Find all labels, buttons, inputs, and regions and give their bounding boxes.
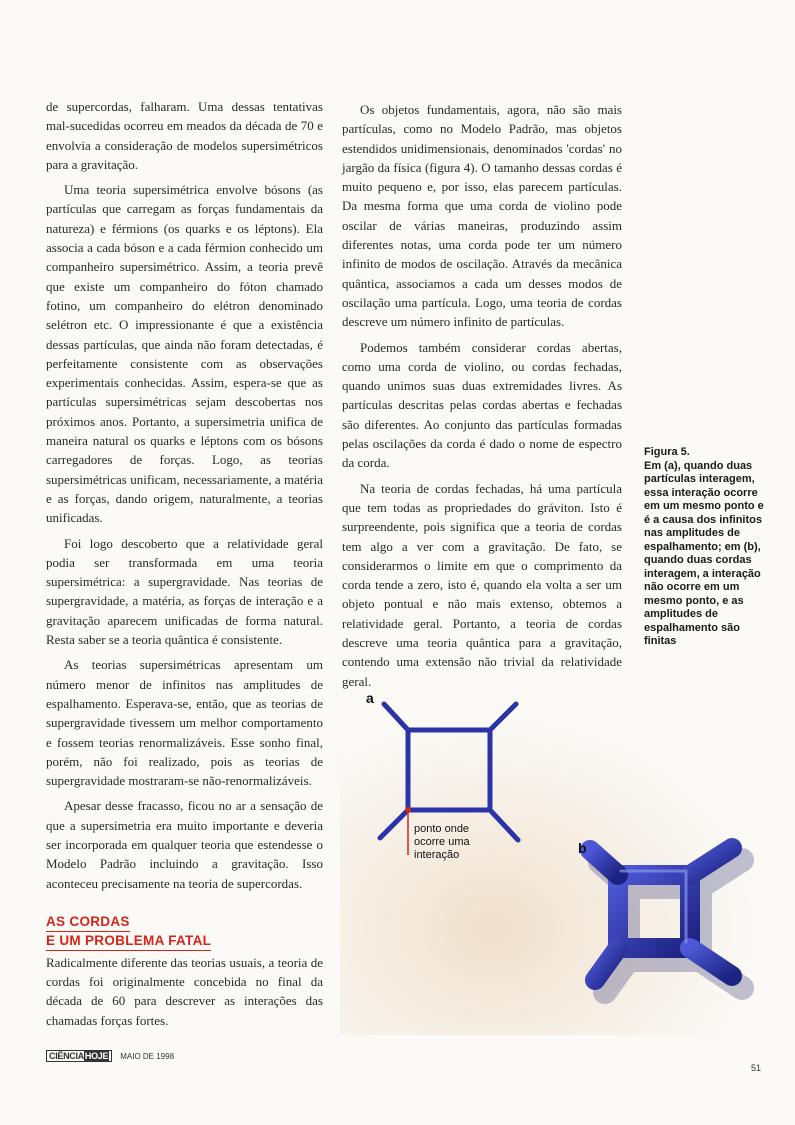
left-column <box>46 97 323 1030</box>
interaction-point-marker <box>405 807 411 813</box>
figure-label-b: b <box>578 840 587 856</box>
section-heading-line-1: AS CORDAS <box>46 913 130 932</box>
middle-column <box>342 100 622 691</box>
page-number: 51 <box>751 1063 762 1073</box>
paragraph: As teorias supersimétricas apresentam um número menor de infinitos nas amplitudes de espalhamento. Esperava-se, então, que as teorias de supergravidade tivessem um melhor comportamento e fossem teorias renormalizáveis. Esse sonho final, porém, não foi realizado, pois as teorias de supergravidade mostraram-se não-renormalizáveis. <box>46 657 323 789</box>
figure-caption <box>644 446 772 649</box>
interaction-label <box>414 823 470 862</box>
logo-part-2: HOJE <box>84 1051 109 1061</box>
interaction-label-line: interação <box>414 849 460 861</box>
caption-title: Figura 5. <box>644 446 690 458</box>
issue-date: MAIO DE 1998 <box>120 1051 175 1061</box>
magazine-logo <box>46 1050 112 1062</box>
interaction-label-line: ponto onde <box>414 823 470 835</box>
logo-part-1: CIÊNCIA <box>49 1051 84 1061</box>
caption-text: Em (a), quando duas partículas interagem, essa interação ocorre em um mesmo ponto e é a causa dos infinitos nas amplitudes de espalhamento; em (b), quando duas cordas interagem, a interação não ocorre em um mesmo ponto, e as amplitudes de espalhamento são finitas <box>644 459 764 647</box>
figure-label-a: a <box>366 690 374 706</box>
page-footer <box>46 1050 174 1062</box>
paragraph: Foi logo descoberto que a relatividade geral podia ser transformada em uma teoria supersimétrica: a supergravidade. Nas teorias de supergravidade, a matéria, as forças de interação e a gravitação aparecem unificadas de forma natural. Resta saber se a teoria quântica é consistente. <box>46 535 323 648</box>
section-heading <box>46 913 323 951</box>
paragraph: Podemos também considerar cordas abertas, como uma corda de violino, ou cordas fechadas, quando unimos suas duas extremidades livres. As partículas descritas pelas cordas abertas e fechadas são diferentes. Ao conjunto das partículas formadas pelas oscilações da corda é dado o nome de espectro da corda. <box>342 339 622 471</box>
figure-illustration <box>340 680 780 1035</box>
paragraph: Uma teoria supersimétrica envolve bósons (as partículas que carregam as forças fundamentais da natureza) e férmions (os quarks e os léptons). Ela associa a cada bóson e a cada férmion conhecido um companheiro supersimétrico. Assim, a teoria prevê que existe um companheiro do fóton chamado fotino, um companheiro do elétron denominado selétron etc. O impressionante é que a existência dessas partículas, que ainda não foram detectadas, é perfeitamente consistente com as observações experimentais conhecidas. Assim, espera-se que as partículas supersimétricas sejam descobertas nos próximos anos. Portanto, a supersimetria unifica de maneira natural os quarks e léptons com os bósons carregadores de forças. Logo, as teorias supersimétricas unificam, necessariamente, a matéria e as forças, dando origem, naturalmente, a teorias unificadas. <box>46 182 323 526</box>
paragraph: de supercordas, falharam. Uma dessas tentativas mal-sucedidas ocorreu em meados da década de 70 e envolvia a consideração de modelos supersimétricos para a gravitação. <box>46 99 323 172</box>
paragraph: Os objetos fundamentais, agora, não são mais partículas, como no Modelo Padrão, mas objetos estendidos unidimensionais, denominados 'cordas' no jargão da física (figura 4). O tamanho dessas cordas é muito pequeno e, por isso, elas parecem partículas. Da mesma forma que uma corda de violino pode oscilar de várias maneiras, produzindo assim diferentes notas, uma corda pode ter um número infinito de modos de oscilação. Através da mecânica quântica, associamos a cada um desses modos de oscilação uma partícula. Logo, uma teoria de cordas descreve um número infinito de partículas. <box>342 102 622 330</box>
paragraph: Radicalmente diferente das teorias usuais, a teoria de cordas foi originalmente concebida no final da década de 60 para descrever as interações das chamadas forças fortes. <box>46 954 323 1028</box>
figure-5 <box>340 680 780 1035</box>
paragraph: Apesar desse fracasso, ficou no ar a sensação de que a supersimetria era muito importante e deveria ser incorporada em qualquer teoria que estendesse o Modelo Padrão incluindo a gravitação. Isso aconteceu precisamente na teoria de supercordas. <box>46 798 323 891</box>
interaction-label-line: ocorre uma <box>414 836 470 848</box>
section-heading-line-2: E UM PROBLEMA FATAL <box>46 932 211 951</box>
paragraph: Na teoria de cordas fechadas, há uma partícula que tem todas as propriedades do gráviton. Isto é surpreendente, pois significa que a teoria de cordas tem algo a ver com a gravitação. De fato, se considerarmos o limite em que o comprimento da corda tende a zero, isto é, quando ela volta a ser um objeto pontual e não mais extenso, obtemos a relatividade geral. Portanto, a teoria de cordas descreve uma teoria quântica para a gravitação, contendo uma extensão não trivial da relatividade <box>342 480 622 670</box>
